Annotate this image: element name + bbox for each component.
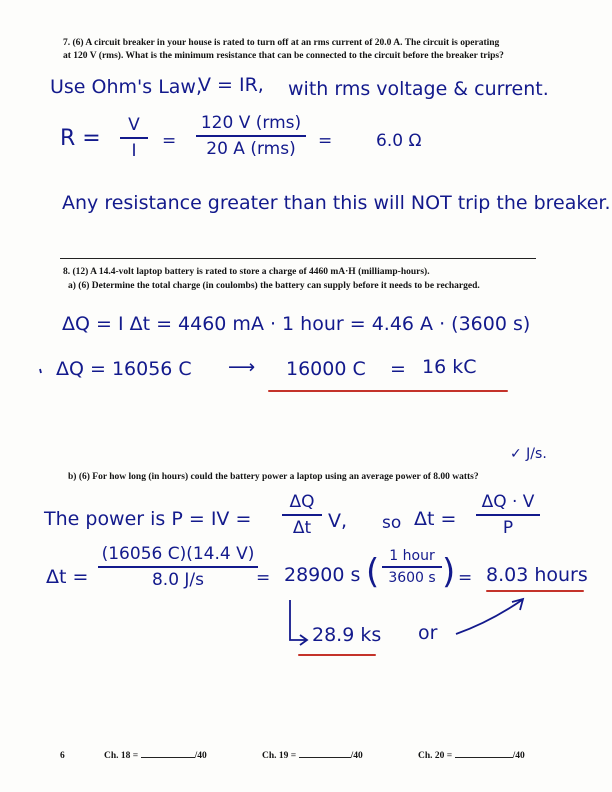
q7-frac1-den: I	[131, 141, 137, 161]
q8-check-note: ✓ J/s.	[510, 446, 547, 462]
q8b-pf-den: Δt	[292, 518, 312, 538]
q7-vir-formula: V = IR,	[198, 74, 264, 96]
q8b-calc-den: 8.0 J/s	[151, 570, 205, 590]
q8b-close-paren: )	[442, 552, 456, 592]
q8b-open-paren: (	[366, 552, 380, 592]
page-number: 6	[60, 751, 65, 761]
q8b-power-intro: The power is P = IV =	[44, 508, 252, 530]
q8b-dt-label: Δt =	[46, 566, 89, 588]
q8-part-b-prompt: b) (6) For how long (in hours) could the battery power a laptop using an average power of 8.00 watts?	[68, 472, 479, 482]
ch18-score	[104, 751, 207, 761]
ch19-total: /40	[350, 751, 363, 761]
q7-prompt-line2: at 120 V (rms). What is the minimum resistance that can be connected to the circuit before the breaker trips?	[63, 51, 504, 61]
q8a-kc: 16 kC	[422, 356, 477, 378]
q7-frac2-num: 120 V (rms)	[200, 113, 302, 133]
q8b-df-num: ΔQ · V	[481, 492, 535, 512]
q7-eq1: =	[162, 131, 177, 151]
q8-part-a-prompt: a) (6) Determine the total charge (in coulombs) the battery can supply before it needs to be recharged.	[68, 281, 480, 291]
q8b-seconds: 28900 s	[284, 564, 361, 586]
q8b-or: or	[418, 622, 438, 644]
ch19-score	[262, 751, 363, 761]
ch20-blank	[455, 757, 513, 758]
q7-prompt-line1: 7. (6) A circuit breaker in your house is rated to turn off at an rms current of 20.0 A. The circuit is operating	[63, 38, 500, 48]
ch18-total: /40	[194, 751, 207, 761]
q8a-charge-calc: ΔQ = I Δt = 4460 mA · 1 hour = 4.46 A · (3600 s)	[62, 313, 531, 335]
q8a-charge-result: ΔQ = 16056 C	[56, 358, 192, 380]
q8a-arrow: ⟶	[228, 356, 256, 378]
q8b-conv-den: 3600 s	[388, 570, 436, 586]
q7-ohms-law-note: Use Ohm's Law,	[50, 76, 203, 98]
ch20-label: Ch. 20 =	[418, 751, 453, 761]
q8a-eq: =	[390, 358, 406, 380]
q8b-so: so	[382, 513, 402, 533]
q8b-eq2: =	[458, 568, 473, 588]
q8b-dt-eq: Δt =	[414, 508, 457, 530]
q8b-v-tail: V,	[328, 510, 348, 532]
q8b-ks-result: 28.9 ks	[312, 624, 382, 646]
q7-frac2-den: 20 A (rms)	[206, 139, 296, 159]
ch19-label: Ch. 19 =	[262, 751, 297, 761]
arrow-to-hours	[456, 600, 522, 634]
q8b-eq1: =	[256, 568, 271, 588]
q7-rms-note: with rms voltage & current.	[288, 78, 549, 100]
q7-eq2: =	[318, 131, 333, 151]
q7-frac1-num: V	[128, 115, 140, 135]
q8b-calc-num: (16056 C)(14.4 V)	[101, 544, 255, 564]
ch18-blank	[141, 757, 195, 758]
small-tick-mark	[40, 369, 41, 373]
q8b-df-den: P	[502, 518, 514, 538]
q8b-conv-num: 1 hour	[389, 548, 435, 564]
ch20-total: /40	[512, 751, 525, 761]
q7-conclusion: Any resistance greater than this will NOT trip the breaker.	[62, 192, 611, 214]
ch18-label: Ch. 18 =	[104, 751, 139, 761]
ch19-blank	[299, 757, 351, 758]
ch20-score	[418, 751, 525, 761]
q7-result: 6.0 Ω	[376, 131, 422, 151]
bent-arrow-to-ks	[290, 600, 306, 640]
q8a-rounded: 16000 C	[286, 358, 366, 380]
q8b-hours-result: 8.03 hours	[486, 564, 588, 586]
q8-prompt: 8. (12) A 14.4-volt laptop battery is rated to store a charge of 4460 mA·H (milliamp-hours).	[63, 267, 430, 277]
q8b-pf-num: ΔQ	[289, 492, 315, 512]
q7-r-label: R =	[60, 126, 101, 151]
